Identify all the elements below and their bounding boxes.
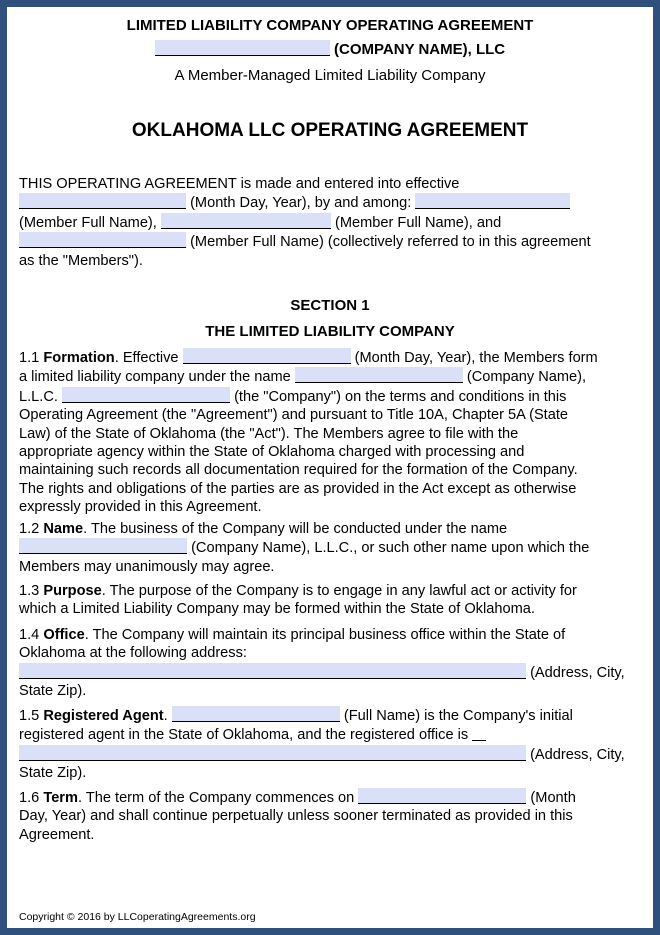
office-line-3 [19, 663, 641, 682]
formation-text-f: (the "Company") on the terms and conditions in this [234, 388, 567, 405]
intro-line-1: THIS OPERATING AGREEMENT is made and entered into effective [19, 176, 460, 192]
agent-text-a: . [163, 708, 168, 724]
term-line-2: Day, Year) and shall continue perpetually unless sooner terminated as provided in this [19, 808, 573, 825]
term-line-1 [19, 788, 641, 807]
term-date-field[interactable] [358, 788, 526, 804]
intro-text-d: (Member Full Name), and [334, 214, 502, 231]
intro-line-5: as the "Members"). [19, 252, 143, 269]
agent-line-3 [19, 745, 641, 764]
name-line-2 [19, 538, 641, 557]
formation-line-7: maintaining such records all documentation required for the formation of the Company. [19, 462, 578, 479]
agent-text-b: (Full Name) is the Company's initial [343, 708, 573, 724]
clause-number: 1.4 [19, 627, 40, 643]
clause-label: Purpose [43, 583, 102, 599]
name-line-1 [19, 520, 641, 538]
intro-line-4 [19, 232, 641, 251]
formation-text-b: (Month Day, Year), the Members form [354, 350, 598, 366]
agent-underline-stub [472, 725, 486, 741]
clause-formation [19, 348, 641, 517]
clause-label: Registered Agent [43, 708, 164, 724]
formation-text-e: L.L.C. [19, 388, 58, 405]
company-name-suffix: (COMPANY NAME), LLC [334, 41, 506, 58]
formation-date-field[interactable] [183, 348, 351, 364]
office-line-4: State Zip). [19, 683, 87, 700]
clause-label: Office [43, 627, 85, 643]
formation-line-9: expressly provided in this Agreement. [19, 499, 262, 516]
office-text-c: (Address, City, [530, 664, 625, 681]
copyright-footer: Copyright © 2016 by LLCoperatingAgreements.org [19, 911, 256, 923]
formation-line-3 [19, 387, 641, 406]
effective-date-field[interactable] [19, 193, 186, 209]
section-heading: SECTION 1 [290, 297, 370, 314]
member-name-field-1[interactable] [415, 193, 570, 209]
name-text-a: . The business of the Company will be conducted under the name [83, 521, 508, 537]
clause-office [19, 626, 641, 701]
purpose-line-2: which a Limited Liability Company may be formed within the State of Oklahoma. [19, 601, 535, 618]
document-header-title: LIMITED LIABILITY COMPANY OPERATING AGREEMENT [126, 17, 534, 34]
formation-text-a: . Effective [114, 350, 179, 366]
agent-address-field[interactable] [19, 745, 526, 761]
clause-number: 1.1 [19, 350, 40, 366]
term-line-3: Agreement. [19, 826, 95, 843]
clause-label: Formation [43, 350, 115, 366]
agent-name-field[interactable] [172, 706, 340, 722]
agent-line-1 [19, 706, 641, 725]
clause-purpose [19, 582, 641, 619]
name-text-b: (Company Name), L.L.C., or such other name upon which the [191, 540, 590, 557]
formation-text-d: (Company Name), [466, 369, 587, 386]
section-subheading: THE LIMITED LIABILITY COMPANY [205, 323, 455, 340]
clause-term [19, 788, 641, 844]
clause-label: Name [43, 521, 84, 537]
intro-text-b: (Month Day, Year), by and among: [190, 195, 412, 212]
formation-line-6: appropriate agency within the State of Oklahoma charged with processing and [19, 444, 525, 461]
clause-label: Term [43, 790, 78, 806]
formation-company-name-field[interactable] [295, 367, 463, 383]
agent-line-4: State Zip). [19, 765, 87, 782]
purpose-line-1 [19, 582, 641, 600]
company-name-field[interactable] [155, 40, 330, 56]
agent-text-c: registered agent in the State of Oklahoma, and the registered office is [19, 727, 469, 744]
office-text-a: . The Company will maintain its principal business office within the State of [84, 627, 566, 643]
formation-line-5: Law) of the State of Oklahoma (the "Act"). The Members agree to file with the [19, 425, 519, 442]
clause-number: 1.3 [19, 583, 40, 599]
formation-llc-name-field[interactable] [62, 387, 230, 403]
office-line-2: Oklahoma at the following address: [19, 645, 247, 662]
term-text-a: . The term of the Company commences on [77, 790, 355, 806]
member-name-field-2[interactable] [161, 213, 331, 229]
intro-paragraph [19, 175, 641, 270]
intro-text-e: (Member Full Name) (collectively referred to in this agreement [190, 234, 591, 251]
formation-text-c: a limited liability company under the name [19, 369, 291, 386]
clause-name [19, 520, 641, 576]
office-line-1 [19, 626, 641, 644]
term-text-b: (Month [530, 790, 576, 806]
page-title: OKLAHOMA LLC OPERATING AGREEMENT [131, 120, 529, 141]
document-subtitle: A Member-Managed Limited Liability Company [174, 67, 486, 84]
intro-text-c: (Member Full Name), [19, 214, 157, 231]
name-line-3: Members may unanimously may agree. [19, 558, 275, 575]
intro-line-3 [19, 213, 641, 232]
agent-text-d: (Address, City, [530, 746, 625, 763]
document-page [7, 7, 653, 928]
clause-number: 1.6 [19, 790, 40, 806]
formation-line-2 [19, 367, 641, 386]
formation-line-8: The rights and obligations of the parties are as provided in the Act except as otherwise [19, 480, 577, 497]
clause-number: 1.5 [19, 708, 40, 724]
purpose-text-a: . The purpose of the Company is to engage in any lawful act or activity for [101, 583, 577, 599]
company-name-line [19, 40, 641, 60]
formation-line-1 [19, 348, 641, 367]
name-company-field[interactable] [19, 538, 187, 554]
agent-line-2 [19, 725, 641, 744]
member-name-field-3[interactable] [19, 232, 186, 248]
formation-line-4: Operating Agreement (the "Agreement") and pursuant to Title 10A, Chapter 5A (State [19, 407, 569, 424]
clause-registered-agent [19, 706, 641, 783]
intro-line-2 [19, 193, 641, 212]
office-address-field[interactable] [19, 663, 526, 679]
clause-number: 1.2 [19, 521, 40, 537]
